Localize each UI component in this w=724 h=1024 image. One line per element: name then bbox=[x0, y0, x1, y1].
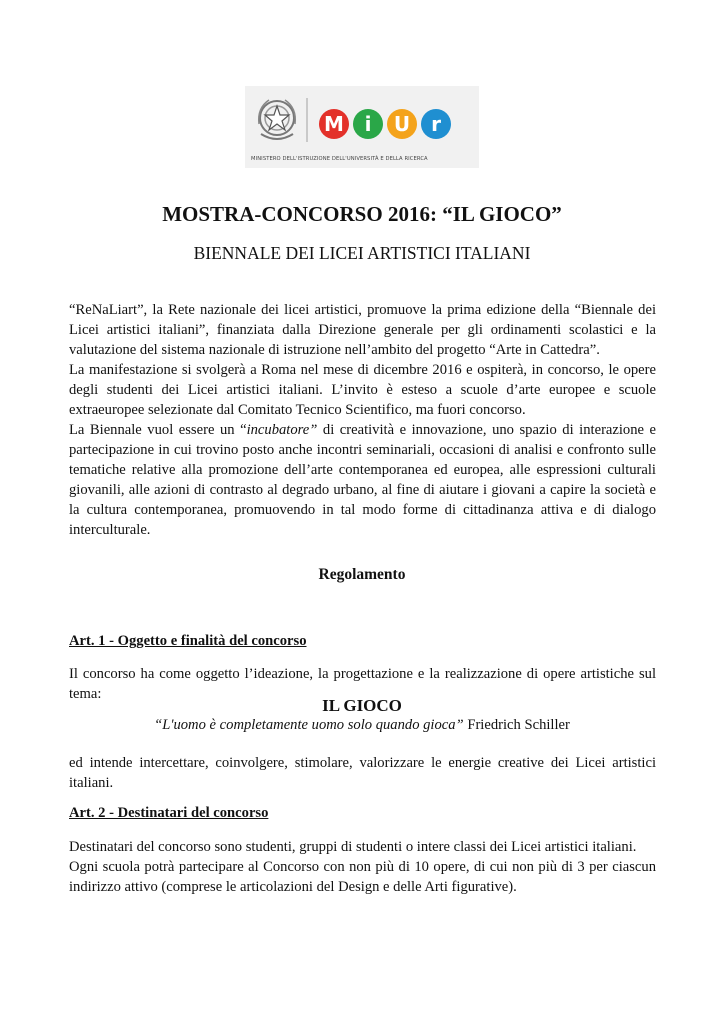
text-line: indirizzo attivo (comprese le articolazioni del Design e delle Arti figurative). bbox=[69, 879, 517, 895]
text-fragment: La Biennale vuol essere un “ bbox=[69, 422, 247, 438]
text-line: giovanili, alle azioni di contrasto al degrado urbano, al fine di aiutare i giovani a capire la società e bbox=[69, 482, 656, 498]
quote-author: Friedrich Schiller bbox=[463, 717, 570, 733]
italian-emblem-icon bbox=[255, 94, 299, 146]
text-line: Destinatari del concorso sono studenti, gruppi di studenti o intere classi dei Licei artistici italiani. bbox=[69, 839, 637, 855]
intro-paragraph bbox=[69, 300, 656, 540]
theme-heading: IL GIOCO bbox=[322, 696, 402, 715]
text-line: Licei artistici italiani”, finanziata dalla Direzione generale per gli ordinamenti scolastici e la bbox=[69, 322, 656, 338]
logo-caption: MINISTERO DELL'ISTRUZIONE DELL'UNIVERSITÀ E DELLA RICERCA bbox=[251, 156, 428, 162]
logo-letter-m: M bbox=[319, 109, 349, 139]
section-title-regolamento: Regolamento bbox=[318, 566, 406, 583]
text-line: Il concorso ha come oggetto l’ideazione, la progettazione e la realizzazione di opere artistiche sul bbox=[69, 666, 656, 682]
miur-logo bbox=[245, 86, 479, 168]
text-line: degli studenti dei Licei artistici italiani. L’invito è esteso a scuole d’arte europee e scuole bbox=[69, 382, 656, 398]
text-line: extraeuropee selezionate dal Comitato Tecnico Scientifico, ma fuori concorso. bbox=[69, 402, 526, 418]
text-line: valutazione del sistema nazionale di istruzione nell’ambito del progetto “Arte in Cattedra”. bbox=[69, 342, 600, 358]
text-line: tema: bbox=[69, 686, 102, 702]
text-line bbox=[69, 420, 656, 440]
text-line: tematiche relative alla promozione dell’arte contemporanea ed europea, alle espressioni culturali bbox=[69, 462, 656, 478]
logo-letter-r: r bbox=[421, 109, 451, 139]
text-line: interculturale. bbox=[69, 522, 151, 538]
text-line: “ReNaLiart”, la Rete nazionale dei licei artistici, promuove la prima edizione della “Biennale dei bbox=[69, 302, 656, 318]
text-line: partecipazione in cui trovino posto anche incontri seminariali, occasioni di analisi e confronto sulle bbox=[69, 442, 656, 458]
article-1-text-continued bbox=[69, 753, 656, 793]
article-2-text bbox=[69, 837, 656, 897]
text-line: Ogni scuola potrà partecipare al Concorso con non più di 10 opere, di cui non più di 3 per ciascun bbox=[69, 859, 656, 875]
article-2-heading: Art. 2 - Destinatari del concorso bbox=[69, 805, 269, 821]
text-italic: incubatore” bbox=[246, 422, 318, 438]
quote-text: “L'uomo è completamente uomo solo quando gioca” bbox=[154, 717, 464, 733]
theme-quote bbox=[0, 717, 724, 734]
document-subtitle: BIENNALE DEI LICEI ARTISTICI ITALIANI bbox=[193, 243, 531, 263]
text-line: la cultura contemporanea, promuovendo in tal modo forme di cittadinanza attiva e di dialogo bbox=[69, 502, 656, 518]
text-line: ed intende intercettare, coinvolgere, stimolare, valorizzare le energie creative dei Licei artistici bbox=[69, 755, 656, 771]
document-title: MOSTRA-CONCORSO 2016: “IL GIOCO” bbox=[162, 202, 562, 226]
logo-letter-i: i bbox=[353, 109, 383, 139]
text-fragment: di creatività e innovazione, uno spazio di interazione e bbox=[317, 422, 657, 438]
article-1-heading: Art. 1 - Oggetto e finalità del concorso bbox=[69, 633, 307, 649]
logo-divider bbox=[306, 98, 308, 142]
text-line: italiani. bbox=[69, 775, 114, 791]
logo-letter-u: U bbox=[387, 109, 417, 139]
text-line: La manifestazione si svolgerà a Roma nel mese di dicembre 2016 e ospiterà, in concorso, le opere bbox=[69, 362, 656, 378]
